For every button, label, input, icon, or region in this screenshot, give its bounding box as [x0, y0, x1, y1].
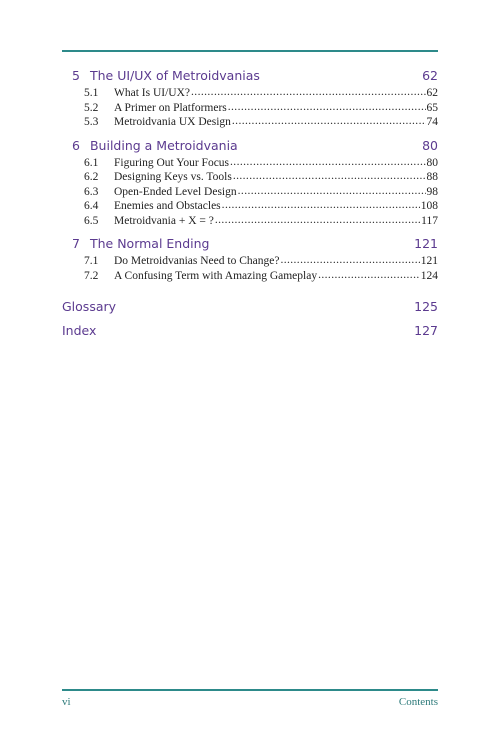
chapter-page: 62: [422, 68, 438, 83]
chapter-title: Building a Metroidvania: [89, 137, 238, 153]
section-number: 7.2: [84, 269, 99, 282]
leader-dots: [230, 155, 425, 170]
leader-dots: [232, 114, 426, 129]
section-page: 124: [420, 269, 438, 282]
chapter-heading-left: [72, 234, 210, 254]
section-row[interactable]: [62, 86, 438, 101]
section-number: 6.4: [84, 200, 99, 212]
section-number: 6.3: [84, 185, 99, 198]
section-row[interactable]: [62, 185, 438, 200]
back-matter-page: 127: [414, 323, 438, 338]
section-title: Enemies and Obstacles: [114, 200, 221, 212]
section-row[interactable]: [62, 170, 438, 185]
section-page: 74: [426, 116, 438, 128]
section-title: What Is UI/UX?: [114, 87, 191, 99]
section-title: Figuring Out Your Focus: [114, 156, 230, 169]
section-row[interactable]: [62, 254, 438, 269]
section-number: 6.5: [84, 214, 99, 227]
section-title: A Confusing Term with Amazing Gameplay: [114, 269, 318, 282]
leader-dots: [238, 184, 426, 199]
section-number: 7.1: [84, 255, 99, 267]
glossary-entry: [62, 297, 438, 317]
back-matter-row[interactable]: [62, 297, 438, 317]
chapter-number: 6: [72, 137, 80, 153]
back-matter-row[interactable]: [62, 321, 438, 341]
section-title: Metroidvania + X = ?: [114, 214, 214, 227]
section-number: 5.3: [84, 116, 99, 128]
chapter-number: 7: [72, 236, 80, 251]
section-number: 6.1: [84, 156, 99, 169]
back-matter-title: Index: [62, 323, 97, 338]
section-page: 80: [426, 156, 438, 169]
table-of-contents: [62, 66, 438, 341]
leader-dots: [318, 268, 420, 283]
section-row[interactable]: [62, 101, 438, 116]
chapter-6: [62, 136, 438, 229]
section-row[interactable]: [62, 214, 438, 229]
chapter-7: [62, 234, 438, 283]
section-title: A Primer on Platformers: [114, 101, 227, 114]
chapter-title: The UI/UX of Metroidvanias: [89, 68, 260, 83]
section-title: Do Metroidvanias Need to Change?: [114, 255, 280, 267]
chapter-heading-left: [72, 66, 260, 86]
section-page: 98: [426, 185, 438, 198]
section-title: Designing Keys vs. Tools: [114, 171, 232, 183]
leader-dots: [233, 169, 426, 184]
leader-dots: [228, 100, 426, 115]
section-number: 6.2: [84, 171, 99, 183]
section-row[interactable]: [62, 269, 438, 284]
section-page: 65: [426, 101, 438, 114]
back-matter-page: 125: [414, 299, 438, 314]
leader-dots: [280, 253, 419, 268]
chapter-number: 5: [72, 68, 80, 83]
leader-dots: [215, 213, 420, 228]
section-row[interactable]: [62, 115, 438, 130]
section-title: Open-Ended Level Design: [114, 185, 237, 198]
chapter-heading[interactable]: [62, 234, 438, 254]
section-page: 117: [421, 214, 438, 227]
chapter-title: The Normal Ending: [89, 236, 210, 251]
index-entry: [62, 321, 438, 341]
section-row[interactable]: [62, 199, 438, 214]
chapter-heading[interactable]: [62, 66, 438, 86]
footer-running-title: Contents: [398, 696, 438, 708]
section-page: 121: [420, 255, 438, 267]
chapter-heading-left: [72, 136, 238, 156]
leader-dots: [191, 85, 425, 100]
top-rule: [62, 50, 438, 52]
section-page: 108: [420, 200, 438, 212]
section-page: 62: [426, 87, 438, 99]
section-number: 5.2: [84, 101, 99, 114]
footer-page-number: vi: [62, 696, 71, 708]
page-footer: [62, 696, 438, 708]
chapter-page: 80: [422, 137, 438, 153]
chapter-5: [62, 66, 438, 130]
bottom-rule: [62, 689, 438, 691]
section-page: 88: [426, 171, 438, 183]
chapter-heading[interactable]: [62, 136, 438, 156]
chapter-page: 121: [414, 236, 438, 251]
section-row[interactable]: [62, 156, 438, 171]
back-matter-title: Glossary: [62, 299, 117, 314]
leader-dots: [222, 198, 420, 213]
section-number: 5.1: [84, 87, 99, 99]
section-title: Metroidvania UX Design: [114, 116, 231, 128]
